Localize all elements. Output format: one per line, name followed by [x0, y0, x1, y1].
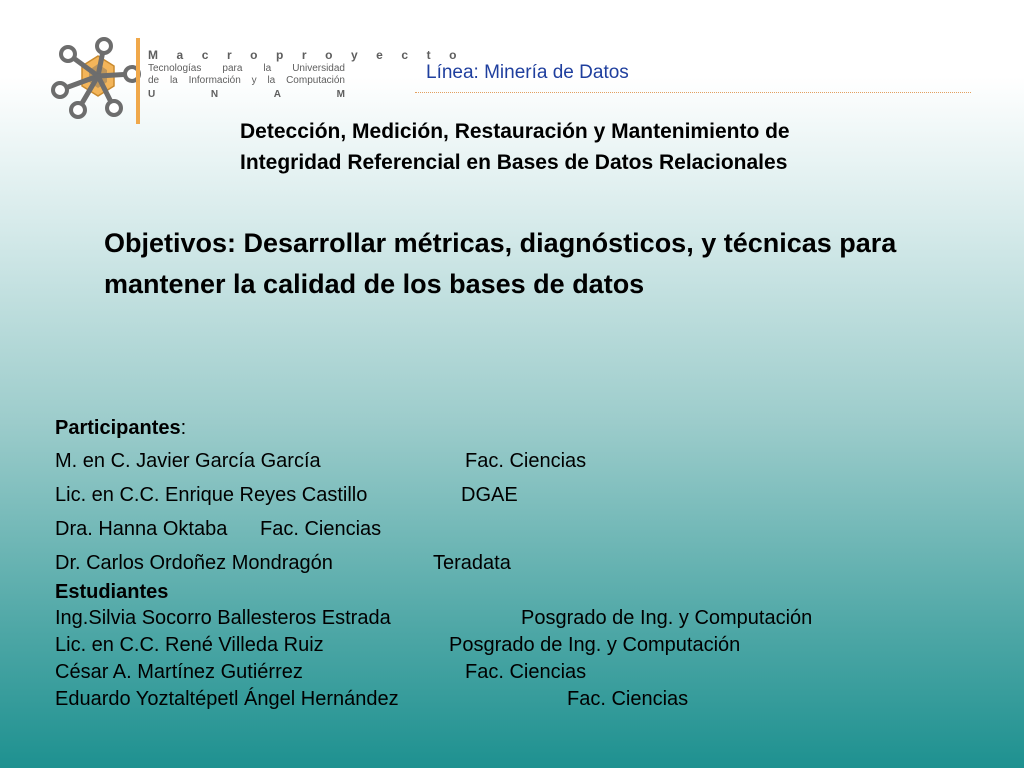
logo-subtitle-2: de la Información y la Computación	[148, 75, 345, 86]
student-row	[55, 686, 1015, 713]
participant-institution: Fac. Ciencias	[465, 450, 587, 472]
project-title-line: Integridad Referencial en Bases de Datos Relacionales	[240, 151, 788, 174]
student-row	[55, 659, 1015, 686]
project-title	[240, 116, 1000, 178]
student-institution: Fac. Ciencias	[465, 661, 587, 683]
student-institution: Fac. Ciencias	[567, 688, 689, 710]
logo-divider	[136, 38, 140, 124]
macroproyecto-logo	[48, 34, 465, 126]
research-line-label: Línea: Minería de Datos	[426, 62, 629, 83]
student-name: Lic. en C.C. René Villeda Ruiz	[55, 634, 324, 656]
participants-section	[55, 412, 1015, 713]
logo-unam-letter: U	[148, 89, 156, 100]
logo-unam-letter: N	[210, 89, 219, 100]
logo-unam-letter: A	[273, 89, 281, 100]
participant-name: Dr. Carlos Ordoñez Mondragón	[55, 552, 333, 574]
student-institution: Posgrado de Ing. y Computación	[521, 607, 813, 629]
participant-row	[55, 512, 1015, 546]
student-institution: Posgrado de Ing. y Computación	[449, 634, 741, 656]
project-title-line: Detección, Medición, Restauración y Mantenimiento de	[240, 120, 790, 143]
header-divider	[415, 92, 971, 93]
student-row	[55, 632, 1015, 659]
student-row	[55, 605, 1015, 632]
objectives-text: Objetivos: Desarrollar métricas, diagnósticos, y técnicas para mantener la calidad de los bases de datos	[104, 228, 897, 299]
participant-institution: Teradata	[433, 552, 511, 574]
students-heading: Estudiantes	[55, 581, 169, 603]
participant-row	[55, 478, 1015, 512]
participant-row	[55, 444, 1015, 478]
logo-unam-letter: M	[336, 89, 345, 100]
participant-name: Lic. en C.C. Enrique Reyes Castillo	[55, 484, 368, 506]
participant-name: Dra. Hanna Oktaba	[55, 518, 228, 540]
participants-heading-label: Participantes	[55, 417, 181, 439]
participant-institution: Fac. Ciencias	[260, 518, 382, 540]
participant-row	[55, 546, 1015, 580]
participant-institution: DGAE	[461, 484, 518, 506]
participant-name: M. en C. Javier García García	[55, 450, 321, 472]
logo-subtitle-1: Tecnologías para la Universidad	[148, 63, 345, 74]
student-name: Ing.Silvia Socorro Ballesteros Estrada	[55, 607, 391, 629]
logo-title: M a c r o p r o y e c t o	[148, 48, 465, 62]
logo-unam	[148, 87, 345, 103]
network-molecule-icon	[48, 34, 144, 126]
student-name: César A. Martínez Gutiérrez	[55, 661, 303, 683]
participants-heading-colon: :	[180, 417, 187, 439]
logo-text	[148, 48, 465, 103]
student-name: Eduardo Yoztaltépetl Ángel Hernández	[55, 688, 399, 710]
participants-heading	[55, 412, 1015, 444]
